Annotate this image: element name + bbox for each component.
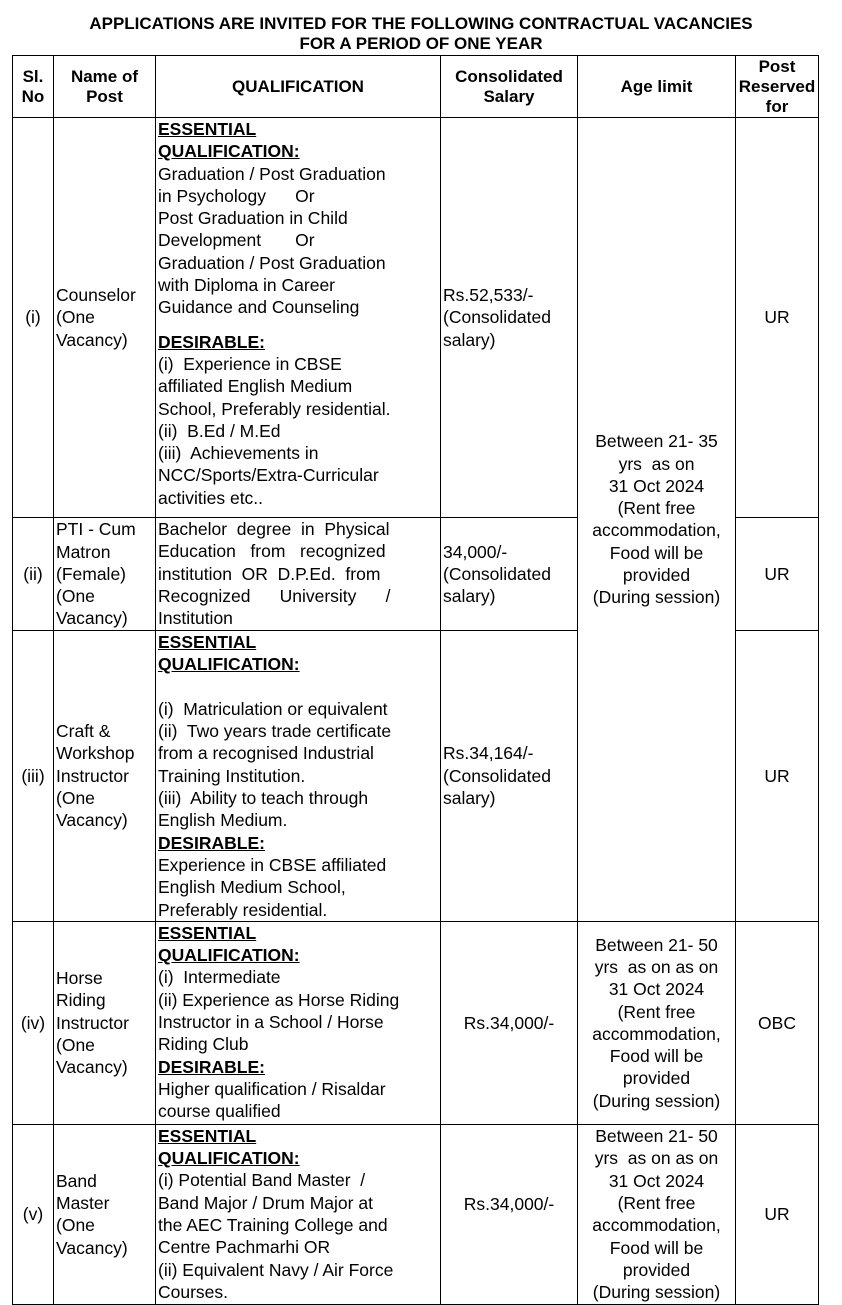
row-post-name: Counselor (One Vacancy): [54, 118, 156, 518]
essential-heading: ESSENTIAL QUALIFICATION:: [158, 922, 300, 966]
desirable-heading: DESIRABLE:: [158, 331, 265, 352]
row-qualification: Bachelor degree in Physical Education from recognized institution OR D.P.Ed. from Recognized University / Institution: [156, 518, 441, 631]
header-name: Name of Post: [54, 56, 156, 118]
title-line-1: APPLICATIONS ARE INVITED FOR THE FOLLOWING CONTRACTUAL VACANCIES: [89, 14, 753, 33]
row-reserved: UR: [736, 518, 819, 631]
row-sl: (v): [13, 1124, 54, 1304]
title-line-2: FOR A PERIOD OF ONE YEAR: [299, 34, 543, 53]
age-limit-shared: Between 21- 35 yrs as on 31 Oct 2024 (Rent free accommodation, Food will be provided (During session): [578, 118, 736, 922]
essential-list: (i) Potential Band Master / Band Major / Drum Major at the AEC Training College and Centre Pachmarhi OR (ii) Equivalent Navy / Air Force Courses.: [158, 1170, 394, 1302]
essential-list: (i) Intermediate (ii) Experience as Horse Riding Instructor in a School / Horse Riding Club: [158, 967, 400, 1055]
header-salary: Consolidated Salary: [441, 56, 578, 118]
desirable-list: Experience in CBSE affiliated English Medium School, Preferably residential.: [158, 854, 387, 920]
desirable-list: Higher qualification / Risaldar course qualified: [158, 1078, 386, 1122]
row-salary: 34,000/- (Consolidated salary): [441, 518, 578, 631]
row-reserved: OBC: [736, 921, 819, 1124]
row-post-name: Craft & Workshop Instructor (One Vacancy): [54, 631, 156, 922]
essential-list: (i) Matriculation or equivalent (ii) Two years trade certificate from a recognised Industrial Training Institution. (iii) Ability to teach through English Medium.: [158, 698, 392, 831]
row-salary: Rs.34,164/- (Consolidated salary): [441, 631, 578, 922]
row-age-limit: Between 21- 50 yrs as on as on 31 Oct 2024 (Rent free accommodation, Food will be provided (During session): [578, 1124, 736, 1304]
essential-list: Graduation / Post Graduation in Psychology Or Post Graduation in Child Development Or Graduation / Post Graduation with Diploma in Career Guidance and Counseling: [158, 163, 386, 318]
header-reserved: Post Reserved for: [736, 56, 819, 118]
row-reserved: UR: [736, 118, 819, 518]
desirable-list: (i) Experience in CBSE affiliated English Medium School, Preferably residential. (ii) B.Ed / M.Ed (iii) Achievements in NCC/Sports/Extra-Curricular activities etc..: [158, 353, 391, 508]
table-row: [13, 118, 819, 518]
essential-heading: ESSENTIAL QUALIFICATION:: [158, 632, 300, 675]
row-qualification: [156, 1124, 441, 1304]
row-sl: (i): [13, 118, 54, 518]
header-sl: Sl. No: [13, 56, 54, 118]
row-sl: (iii): [13, 631, 54, 922]
row-qualification: [156, 921, 441, 1124]
vacancy-table: [12, 55, 819, 1305]
row-reserved: UR: [736, 1124, 819, 1304]
row-sl: (iv): [13, 921, 54, 1124]
row-salary: Rs.52,533/- (Consolidated salary): [441, 118, 578, 518]
row-post-name: Horse Riding Instructor (One Vacancy): [54, 921, 156, 1124]
header-age: Age limit: [578, 56, 736, 118]
desirable-heading: DESIRABLE:: [158, 1056, 265, 1077]
row-sl: (ii): [13, 518, 54, 631]
row-salary: Rs.34,000/-: [441, 921, 578, 1124]
essential-heading: ESSENTIAL QUALIFICATION:: [158, 119, 300, 162]
row-qualification: [156, 631, 441, 922]
row-salary: Rs.34,000/-: [441, 1124, 578, 1304]
row-post-name: PTI - Cum Matron (Female) (One Vacancy): [54, 518, 156, 631]
row-post-name: Band Master (One Vacancy): [54, 1124, 156, 1304]
row-reserved: UR: [736, 631, 819, 922]
page-title: [0, 14, 842, 54]
essential-heading: ESSENTIAL QUALIFICATION:: [158, 1125, 300, 1169]
header-row: [13, 56, 819, 118]
row-age-limit: Between 21- 50 yrs as on as on 31 Oct 2024 (Rent free accommodation, Food will be provided (During session): [578, 921, 736, 1124]
header-qualification: QUALIFICATION: [156, 56, 441, 118]
desirable-heading: DESIRABLE:: [158, 832, 265, 853]
table-row: [13, 921, 819, 1124]
table-row: [13, 1124, 819, 1304]
row-qualification: [156, 118, 441, 518]
